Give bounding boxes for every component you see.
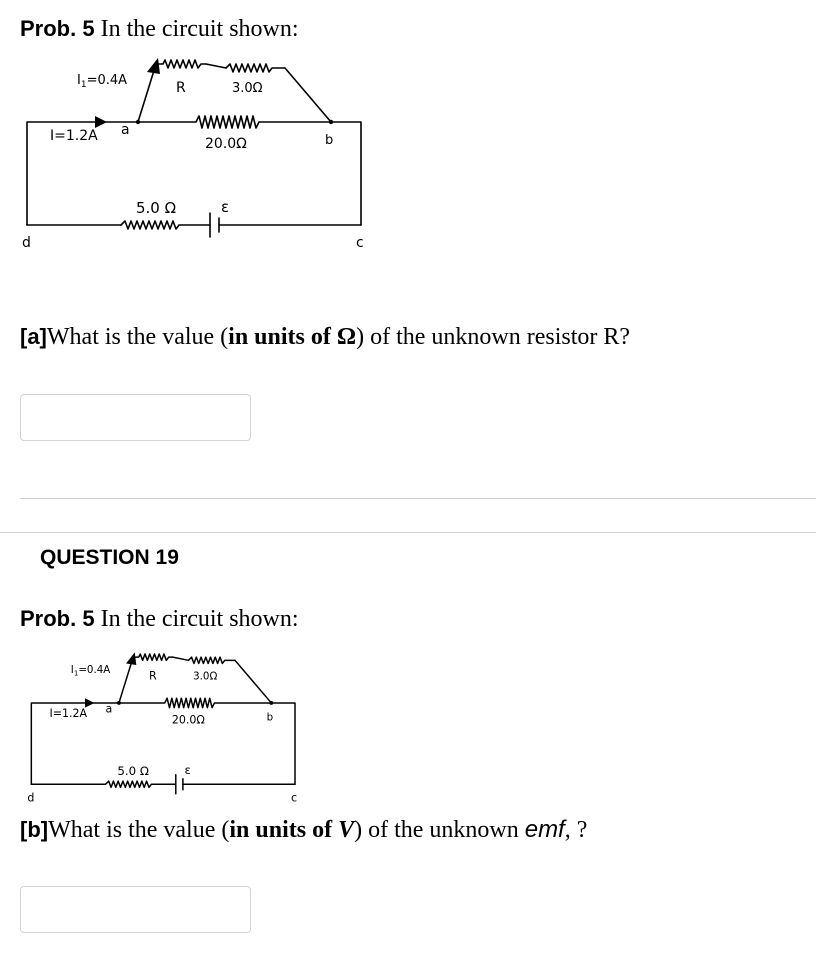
- r-label: R: [148, 669, 157, 683]
- r3-label: 3.0Ω: [232, 81, 263, 96]
- i-current-label: I=1.2A: [49, 707, 88, 721]
- node-c-label: c: [291, 791, 298, 805]
- i-current-label: I=1.2A: [50, 128, 98, 144]
- question-b-text: [b]What is the value (in units of V) of the unknown emf, ?: [20, 816, 588, 843]
- resistor-3ohm: [226, 64, 285, 72]
- divider: [20, 498, 816, 499]
- current-i1-arrow-icon: [147, 58, 160, 74]
- problem-label: Prob. 5: [20, 16, 95, 41]
- circuit-diagram: [10, 644, 310, 814]
- r5-label: 5.0 Ω: [136, 199, 177, 217]
- problem-title: [20, 16, 299, 43]
- problem-title: [20, 606, 299, 633]
- problem-intro: In the circuit shown:: [100, 16, 299, 42]
- question-header: QUESTION 19: [40, 546, 179, 569]
- divider: [0, 532, 816, 533]
- r5-label: 5.0 Ω: [117, 763, 149, 778]
- resistor-20ohm: [138, 116, 331, 128]
- resistor-r: [156, 60, 206, 68]
- node-b-label: b: [266, 711, 274, 724]
- problem-label: Prob. 5: [20, 606, 95, 631]
- r20-label: 20.0Ω: [171, 713, 205, 727]
- node-a-label: a: [105, 702, 113, 716]
- emf-label: ε: [184, 763, 191, 777]
- answer-a-input[interactable]: [20, 394, 251, 441]
- node-d-label: d: [22, 235, 31, 251]
- node-b-dot: [329, 120, 333, 124]
- i1-current-label: $I_1=0.4A$: [77, 73, 128, 90]
- current-i-arrow-icon: [95, 116, 107, 128]
- question-a-text: [a]What is the value (in units of Ω) of the unknown resistor R?: [20, 324, 631, 350]
- emf-label: ε: [221, 198, 230, 216]
- node-a-label: a: [121, 122, 130, 138]
- r-label: R: [176, 80, 186, 96]
- circuit-wire-right: [331, 122, 361, 225]
- r20-label: 20.0Ω: [205, 136, 247, 152]
- answer-b-input[interactable]: [20, 886, 251, 933]
- circuit-diagram: [0, 50, 380, 260]
- problem-intro: In the circuit shown:: [100, 606, 299, 632]
- r3-label: 3.0Ω: [193, 670, 218, 683]
- current-i-arrow-icon: [85, 698, 94, 707]
- i1-current-label: $I_1=0.4A$: [70, 663, 111, 678]
- node-c-label: c: [356, 235, 364, 251]
- node-a-dot: [136, 120, 140, 124]
- node-d-label: d: [27, 791, 35, 805]
- resistor-5ohm: [121, 221, 210, 229]
- current-i1-arrow-icon: [126, 652, 136, 665]
- node-b-label: b: [325, 133, 334, 148]
